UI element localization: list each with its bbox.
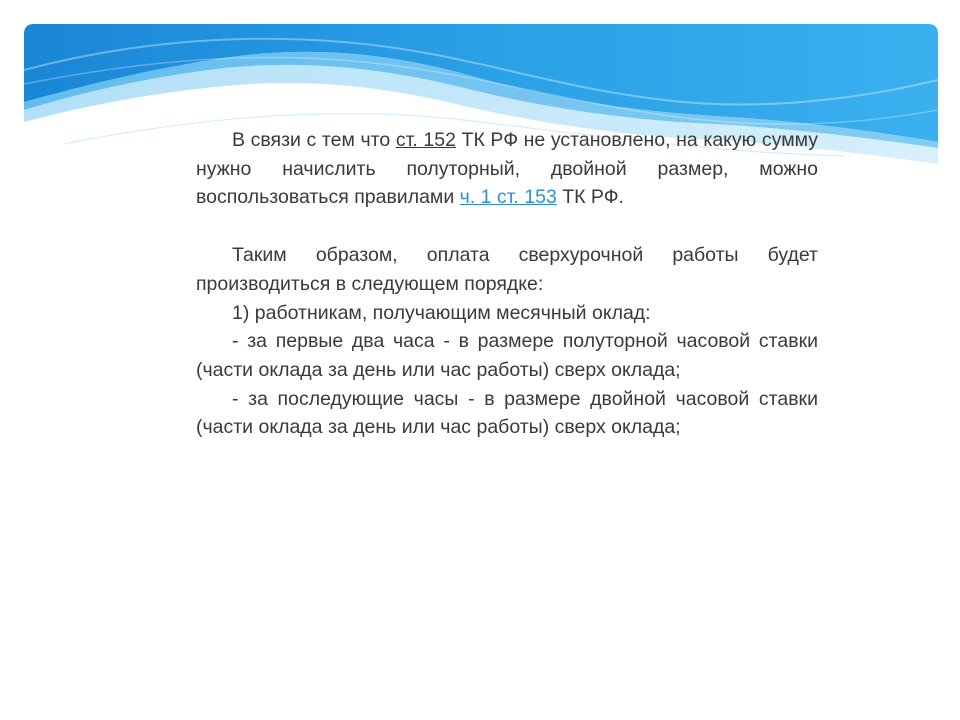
list-item-following-hours: - за последующие часы - в размере двойной часовой ставки (части оклада за день или час работы) сверх оклада; xyxy=(196,387,818,439)
intro-text-start: В связи с тем что xyxy=(232,129,396,151)
list-item-first-two-hours: - за первые два часа - в размере полуторной часовой ставки (части оклада за день или час работы) сверх оклада; xyxy=(196,330,818,381)
list-item-monthly-salary: 1) работникам, получающим месячный оклад: xyxy=(232,301,651,324)
link-article-152[interactable]: ст. 152 xyxy=(395,129,456,151)
link-article-153[interactable]: ч. 1 ст. 153 xyxy=(459,186,557,209)
paragraph-payment-order: Таким образом, оплата сверхурочной работы будет производиться в следующем порядке: xyxy=(196,244,818,295)
intro-text-end: ТК РФ. xyxy=(556,186,624,209)
paragraph-intro xyxy=(196,126,818,212)
intro-text-middle: ТК РФ не установлено, на какую сумму нужно начислить полуторный, двойной размер, можно воспользоваться правилами xyxy=(196,129,818,209)
slide-body-text xyxy=(196,126,818,442)
